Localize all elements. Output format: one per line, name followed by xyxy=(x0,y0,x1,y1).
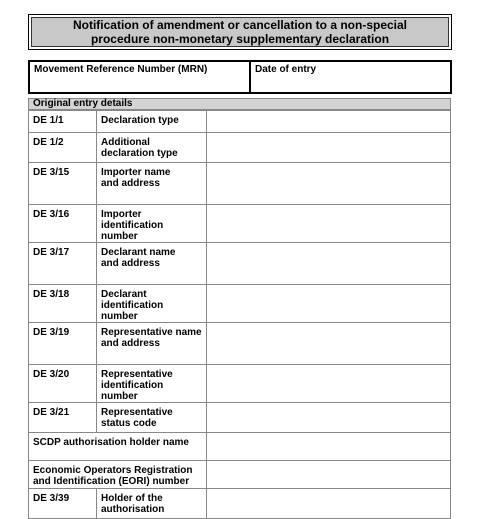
table-row xyxy=(29,133,451,163)
mrn-label: Movement Reference Number (MRN) xyxy=(34,64,208,75)
form-title-line-2: procedure non-monetary supplementary declaration xyxy=(90,32,390,46)
field-value[interactable] xyxy=(207,433,451,461)
field-label: Importer identification number xyxy=(97,205,207,243)
field-code: DE 3/15 xyxy=(29,163,97,205)
field-label: SCDP authorisation holder name xyxy=(29,433,207,461)
form-title-line-1: Notification of amendment or cancellation to a non-special xyxy=(72,18,408,32)
table-row xyxy=(29,111,451,133)
field-label: Representative status code xyxy=(97,403,207,433)
field-label: Additional declaration type xyxy=(97,133,207,163)
field-label: Holder of the authorisation xyxy=(97,489,207,519)
table-row xyxy=(29,489,451,519)
field-label: Declaration type xyxy=(97,111,207,133)
table-row xyxy=(29,365,451,403)
table-row xyxy=(29,461,451,489)
field-code: DE 3/18 xyxy=(29,285,97,323)
section-header: Original entry details xyxy=(28,98,451,110)
date-of-entry-field[interactable] xyxy=(251,62,450,92)
field-code: DE 3/16 xyxy=(29,205,97,243)
field-value[interactable] xyxy=(207,365,451,403)
table-row xyxy=(29,205,451,243)
mrn-field[interactable] xyxy=(30,62,251,92)
table-row xyxy=(29,433,451,461)
field-value[interactable] xyxy=(207,323,451,365)
field-value[interactable] xyxy=(207,461,451,489)
table-row xyxy=(29,323,451,365)
field-value[interactable] xyxy=(207,285,451,323)
field-value[interactable] xyxy=(207,243,451,285)
field-label: Declarant identification number xyxy=(97,285,207,323)
field-value[interactable] xyxy=(207,403,451,433)
form-title xyxy=(31,17,449,47)
field-code: DE 3/17 xyxy=(29,243,97,285)
table-row xyxy=(29,403,451,433)
field-value[interactable] xyxy=(207,133,451,163)
field-value[interactable] xyxy=(207,489,451,519)
entry-details-table xyxy=(28,110,451,519)
field-code: DE 1/1 xyxy=(29,111,97,133)
table-row xyxy=(29,163,451,205)
field-label: Representative name and address xyxy=(97,323,207,365)
field-value[interactable] xyxy=(207,111,451,133)
field-label: Declarant name and address xyxy=(97,243,207,285)
field-code: DE 3/39 xyxy=(29,489,97,519)
date-of-entry-label: Date of entry xyxy=(255,64,317,75)
field-value[interactable] xyxy=(207,205,451,243)
field-code: DE 3/19 xyxy=(29,323,97,365)
field-value[interactable] xyxy=(207,163,451,205)
table-row xyxy=(29,243,451,285)
field-label: Representative identification number xyxy=(97,365,207,403)
field-code: DE 1/2 xyxy=(29,133,97,163)
form-title-box xyxy=(28,14,452,50)
field-label: Importer name and address xyxy=(97,163,207,205)
field-code: DE 3/20 xyxy=(29,365,97,403)
field-code: DE 3/21 xyxy=(29,403,97,433)
field-label: Economic Operators Registration and Identification (EORI) number xyxy=(29,461,207,489)
table-row xyxy=(29,285,451,323)
header-fields xyxy=(28,60,452,94)
